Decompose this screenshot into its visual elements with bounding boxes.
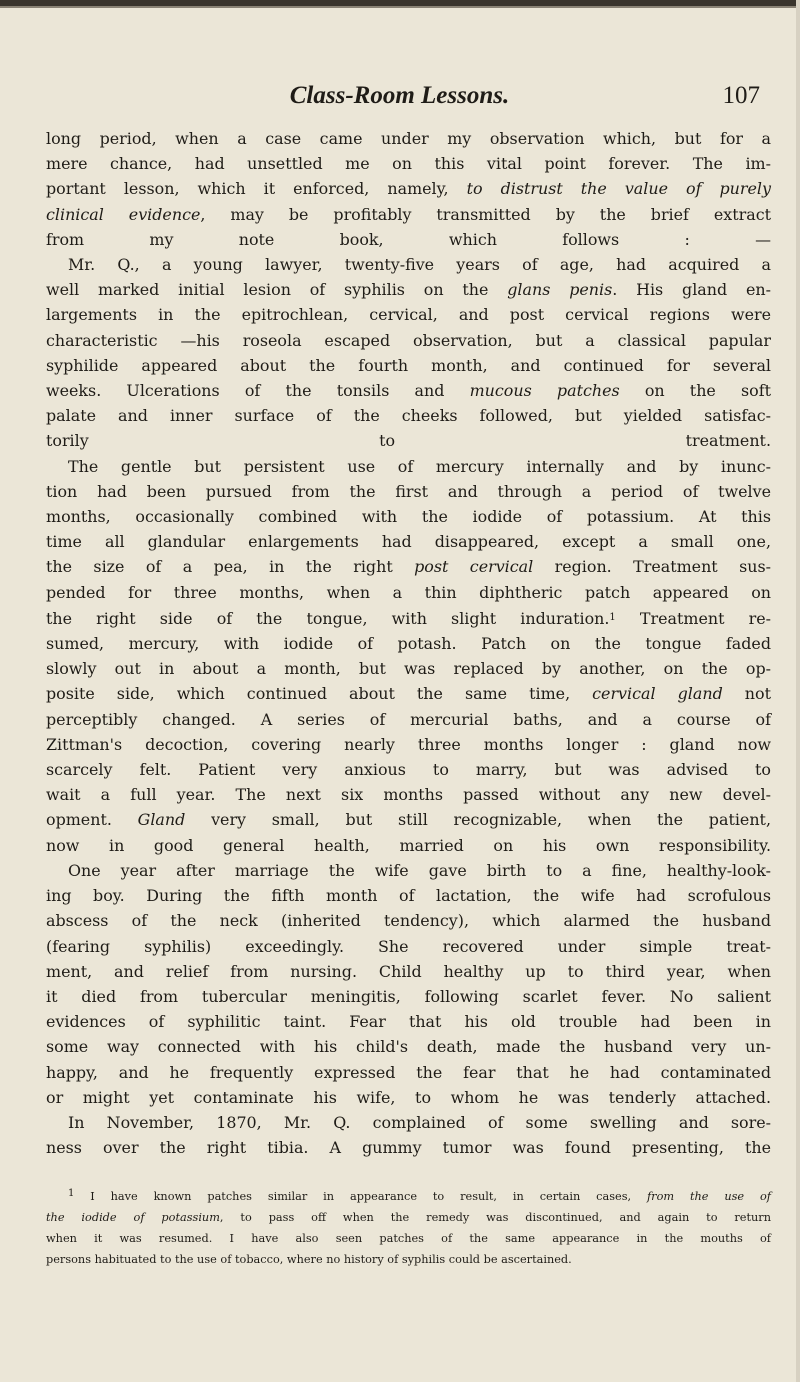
text-run: the size of a pea, in the right <box>46 557 415 577</box>
page-number: 107 <box>722 82 760 109</box>
text-run: torily to treatment. <box>46 431 771 451</box>
italic-text: Gland <box>137 810 186 830</box>
text-run: slowly out in about a month, but was replaced by another, on the op- <box>46 659 771 679</box>
text-line <box>46 1085 771 1110</box>
text-line <box>46 959 771 984</box>
text-line <box>46 504 771 529</box>
text-run: largements in the epitrochlean, cervical, and post cervical regions were <box>46 305 771 325</box>
text-run: now in good general health, married on his own responsibility. <box>46 835 771 855</box>
footnote-line <box>46 1207 771 1228</box>
italic-text: to distrust the value of purely <box>466 179 771 199</box>
text-run: portant lesson, which it enforced, namely, <box>46 179 467 199</box>
text-run: One year after marriage the wife gave birth to a fine, healthy-look- <box>68 860 771 880</box>
footnote-line <box>46 1249 771 1270</box>
text-line <box>46 631 771 656</box>
text-run: palate and inner surface of the cheeks followed, but yielded satisfac- <box>46 406 771 426</box>
body-text <box>46 126 771 1160</box>
running-title: Class-Room Lessons. <box>289 82 510 109</box>
italic-text: from the use of <box>646 1190 771 1203</box>
italic-text: cervical gland <box>592 684 723 704</box>
text-run: persons habituated to the use of tobacco, where no history of syphilis could be ascertained. <box>46 1253 572 1266</box>
text-run: happy, and he frequently expressed the fear that he had contaminated <box>46 1062 771 1082</box>
text-run: some way connected with his child's death, made the husband very un- <box>46 1037 771 1057</box>
italic-text: post cervical <box>414 557 534 577</box>
text-run: wait a full year. The next six months passed without any new devel- <box>46 785 771 805</box>
running-head <box>0 82 800 112</box>
footnote-line <box>46 1183 771 1207</box>
text-run: perceptibly changed. A series of mercurial baths, and a course of <box>46 709 771 729</box>
text-line <box>46 757 771 782</box>
page-edge <box>796 0 800 1382</box>
text-run: very small, but still recognizable, when the patient, <box>185 810 771 830</box>
text-line <box>46 328 771 353</box>
text-line <box>46 1009 771 1034</box>
text-line <box>46 176 771 201</box>
text-run: scarcely felt. Patient very anxious to marry, but was advised to <box>46 760 771 780</box>
text-line <box>46 883 771 908</box>
text-run: long period, when a case came under my observation which, but for a <box>46 129 771 148</box>
text-line <box>46 833 771 858</box>
text-run: sumed, mercury, with iodide of potash. Patch on the tongue faded <box>46 634 771 654</box>
text-run: not <box>722 684 771 704</box>
text-run: Zittman's decoction, covering nearly three months longer : gland now <box>46 734 771 754</box>
footnote-line <box>46 1228 771 1249</box>
text-run: region. Treatment sus- <box>533 557 772 577</box>
text-line <box>46 858 771 883</box>
text-line <box>46 302 771 327</box>
top-page-rule-shadow <box>0 6 800 8</box>
text-run: The gentle but persistent use of mercury internally and by inunc- <box>68 456 771 476</box>
text-run: syphilide appeared about the fourth month, and continued for several <box>46 355 771 375</box>
text-line <box>46 454 771 479</box>
text-run: months, occasionally combined with the iodide of potassium. At this <box>46 507 771 527</box>
text-line <box>46 807 771 832</box>
text-line <box>46 656 771 681</box>
text-run: Mr. Q., a young lawyer, twenty-five years of age, had acquired a <box>68 255 771 275</box>
text-run: opment. <box>46 810 138 830</box>
text-run: abscess of the neck (inherited tendency), which alarmed the husband <box>46 911 771 931</box>
text-line <box>46 908 771 933</box>
text-run: characteristic —his roseola escaped observation, but a classical papular <box>46 330 771 350</box>
text-line <box>46 782 771 807</box>
text-run: tion had been pursued from the first and through a period of twelve <box>46 481 771 501</box>
text-line <box>46 353 771 378</box>
text-run: on the soft <box>619 381 771 401</box>
text-line <box>46 252 771 277</box>
text-line <box>46 554 771 579</box>
text-line <box>46 479 771 504</box>
text-run: , to pass off when the remedy was discontinued, and again to return <box>219 1211 771 1224</box>
italic-text: glans penis <box>507 280 613 300</box>
text-line <box>46 1110 771 1135</box>
text-run: I have known patches similar in appearance to result, in certain cases, <box>74 1190 647 1203</box>
footnote <box>46 1183 771 1270</box>
text-run: evidences of syphilitic taint. Fear that his old trouble had been in <box>46 1012 771 1032</box>
text-line <box>46 428 771 453</box>
text-run: (fearing syphilis) exceedingly. She recovered under simple treat- <box>46 936 771 956</box>
text-line <box>46 202 771 227</box>
italic-text: clinical evidence <box>46 204 201 224</box>
footnote-marker: 1 <box>68 1188 75 1199</box>
text-run: ing boy. During the fifth month of lactation, the wife had scrofulous <box>46 886 771 906</box>
text-run: , may be profitably transmitted by the brief extract <box>200 204 771 224</box>
text-line <box>46 126 771 151</box>
text-line <box>46 1060 771 1085</box>
text-run: time all glandular enlargements had disappeared, except a small one, <box>46 532 771 552</box>
text-line <box>46 984 771 1009</box>
text-line <box>46 1135 771 1160</box>
text-run: . His gland en- <box>612 280 772 300</box>
text-line <box>46 227 771 252</box>
text-line <box>46 732 771 757</box>
text-line <box>46 277 771 302</box>
text-run: pended for three months, when a thin diphtheric patch appeared on <box>46 582 771 602</box>
text-run: from my note book, which follows : — <box>46 229 771 249</box>
footnote-marker: 1 <box>609 611 616 623</box>
italic-text: the iodide of potassium <box>46 1211 220 1224</box>
text-line <box>46 529 771 554</box>
italic-text: mucous patches <box>469 381 620 401</box>
text-line <box>46 605 771 631</box>
text-run: ment, and relief from nursing. Child healthy up to third year, when <box>46 961 771 981</box>
text-run: posite side, which continued about the same time, <box>46 684 593 704</box>
text-line <box>46 403 771 428</box>
text-run: In November, 1870, Mr. Q. complained of some swelling and sore- <box>68 1112 771 1132</box>
text-line <box>46 707 771 732</box>
text-run: or might yet contaminate his wife, to whom he was tenderly attached. <box>46 1087 771 1107</box>
text-run: ness over the right tibia. A gummy tumor was found presenting, the <box>46 1138 771 1158</box>
text-run: mere chance, had unsettled me on this vital point forever. The im- <box>46 154 771 174</box>
text-line <box>46 934 771 959</box>
text-line <box>46 151 771 176</box>
text-line <box>46 1034 771 1059</box>
text-line <box>46 681 771 706</box>
text-run: the right side of the tongue, with slight induration. <box>46 608 610 628</box>
text-run: Treatment re- <box>615 608 771 628</box>
text-run: well marked initial lesion of syphilis on the <box>46 280 508 300</box>
text-run: weeks. Ulcerations of the tonsils and <box>46 381 470 401</box>
text-run: it died from tubercular meningitis, following scarlet fever. No salient <box>46 986 771 1006</box>
text-line <box>46 378 771 403</box>
text-line <box>46 580 771 605</box>
text-run: when it was resumed. I have also seen patches of the same appearance in the mouths of <box>46 1232 771 1245</box>
